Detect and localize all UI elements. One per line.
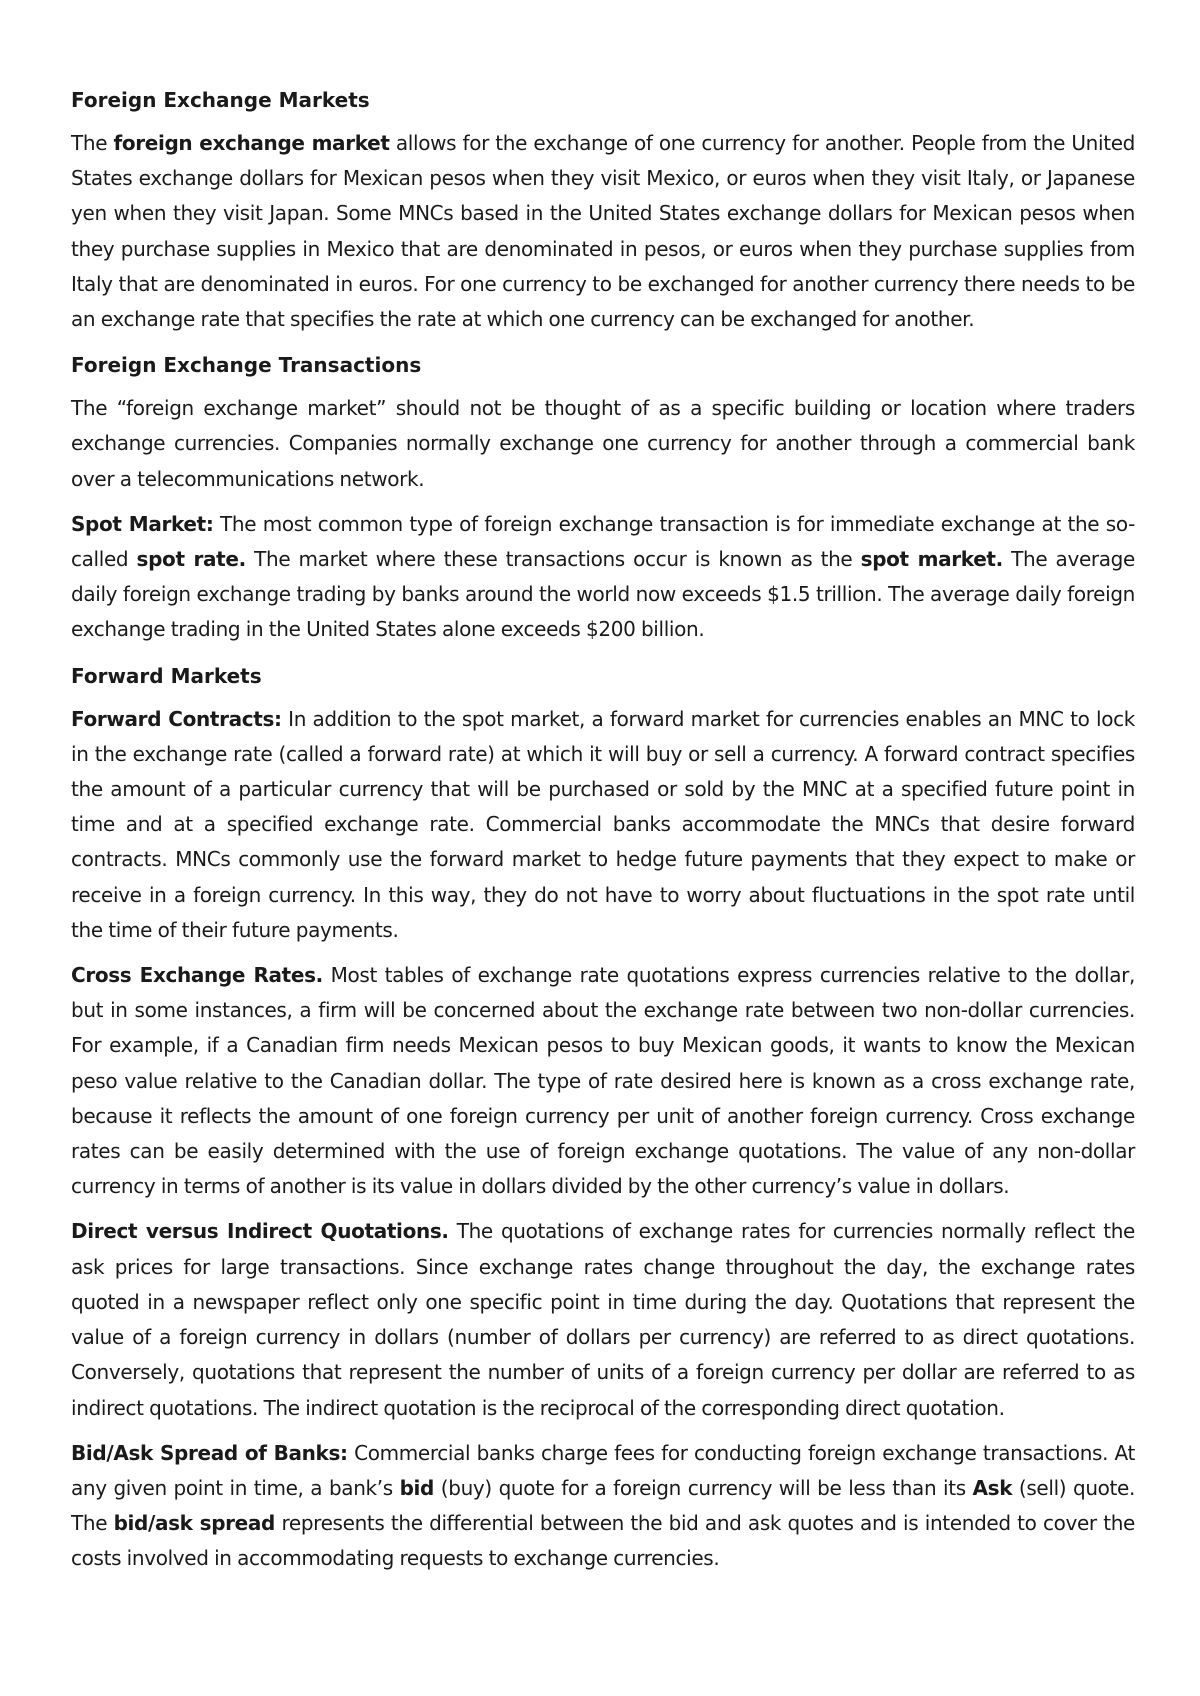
text-run: The market where these transactions occur is known as the bbox=[245, 547, 861, 572]
paragraph-forward-contracts bbox=[71, 702, 1135, 948]
text-run: (buy) quote for a foreign currency will be less than its bbox=[434, 1475, 973, 1500]
bold-term: foreign exchange market bbox=[113, 131, 390, 155]
paragraph-cross-exchange-rates bbox=[71, 958, 1135, 1204]
paragraph-bid-ask-spread bbox=[71, 1436, 1135, 1577]
paragraph-direct-indirect-quotations bbox=[71, 1214, 1135, 1425]
text-run: allows for the exchange of one currency for another. People from the United States exchange dollars for Mexican pesos when they visit Mexico, or euros when they visit Italy, or Japanese yen when they visit Japan. Some MNCs based in the United States exchange dollars for Mexican pesos when they purchase supplies in Mexico that are denominated in pesos, or euros when they purchase supplies from Italy that are denominated in euros. For one currency to be exchanged for another currency there needs to be an exchange rate that specifies the rate at which one currency can be exchanged for another. bbox=[71, 131, 1135, 332]
bold-term: Direct versus Indirect Quotations. bbox=[71, 1219, 449, 1244]
bold-term: Forward Contracts: bbox=[71, 706, 282, 731]
bold-term: Ask bbox=[972, 1475, 1013, 1500]
section-heading-foreign-exchange-markets: Foreign Exchange Markets bbox=[71, 88, 370, 112]
bold-term: Bid/Ask Spread of Banks: bbox=[71, 1440, 348, 1465]
bold-term: spot rate. bbox=[136, 547, 246, 572]
bold-term: Spot Market: bbox=[71, 511, 214, 536]
bold-term: spot market. bbox=[860, 547, 1003, 572]
text-run: represents the differential between the bid and ask quotes and is intended to cover the costs involved in accommodating requests to exchange currencies. bbox=[71, 1511, 1135, 1571]
text-run: (sell) quote. The bbox=[71, 1475, 1136, 1536]
text-run: The bbox=[71, 131, 114, 155]
text-run: Most tables of exchange rate quotations express currencies relative to the dollar, but in some instances, a firm will be concerned about the exchange rate between two non-dollar currencies. For example, if a Canadian firm needs Mexican pesos to buy Mexican goods, it wants to know the Mexican peso value relative to the Canadian dollar. The type of rate desired here is known as a cross exchange rate, because it reflects the amount of one foreign currency per unit of another foreign currency. Cross exchange rates can be easily determined with the use of foreign exchange quotations. The value of any non-dollar currency in terms of another is its value in dollars divided by the other currency’s value in dollars. bbox=[71, 963, 1135, 1199]
bold-term: bid/ask spread bbox=[113, 1511, 276, 1536]
text-run: The quotations of exchange rates for currencies normally reflect the ask prices for large transactions. Since exchange rates change throughout the day, the exchange rates quoted in a newspaper reflect only one specific point in time during the day. Quotations that represent the value of a foreign currency in dollars (number of dollars per currency) are referred to as direct quotations. Conversely, quotations that represent the number of units of a foreign currency per dollar are referred to as indirect quotations. The indirect quotation is the reciprocal of the corresponding direct quotation. bbox=[71, 1219, 1135, 1420]
section-heading-foreign-exchange-transactions: Foreign Exchange Transactions bbox=[71, 353, 422, 378]
text-run: The “foreign exchange market” should not be thought of as a specific building or location where traders exchange currencies. Companies normally exchange one currency for another through a commercial bank over a telecommunications network. bbox=[71, 396, 1135, 491]
text-run: The average daily foreign exchange trading by banks around the world now exceeds $1.5 trillion. The average daily foreign exchange trading in the United States alone exceeds $200 billion. bbox=[71, 547, 1135, 642]
bold-term: bid bbox=[399, 1475, 435, 1500]
paragraph-transactions-intro bbox=[71, 391, 1135, 497]
text-run: The most common type of foreign exchange transaction is for immediate exchange at the so-called bbox=[71, 511, 1135, 572]
paragraph-spot-market bbox=[71, 507, 1135, 648]
text-run: Commercial banks charge fees for conducting foreign exchange transactions. At any given point in time, a bank’s bbox=[71, 1440, 1135, 1500]
section-heading-forward-markets: Forward Markets bbox=[71, 663, 262, 688]
text-run: In addition to the spot market, a forward market for currencies enables an MNC to lock in the exchange rate (called a forward rate) at which it will buy or sell a currency. A forward contract specifies the amount of a particular currency that will be purchased or sold by the MNC at a specified future point in time and at a specified exchange rate. Commercial banks accommodate the MNCs that desire forward contracts. MNCs commonly use the forward market to hedge future payments that they expect to make or receive in a foreign currency. In this way, they do not have to worry about fluctuations in the spot rate until the time of their future payments. bbox=[71, 706, 1135, 942]
bold-term: Cross Exchange Rates. bbox=[71, 963, 323, 988]
paragraph-foreign-exchange-market bbox=[71, 126, 1135, 337]
document-page bbox=[71, 82, 1135, 1587]
